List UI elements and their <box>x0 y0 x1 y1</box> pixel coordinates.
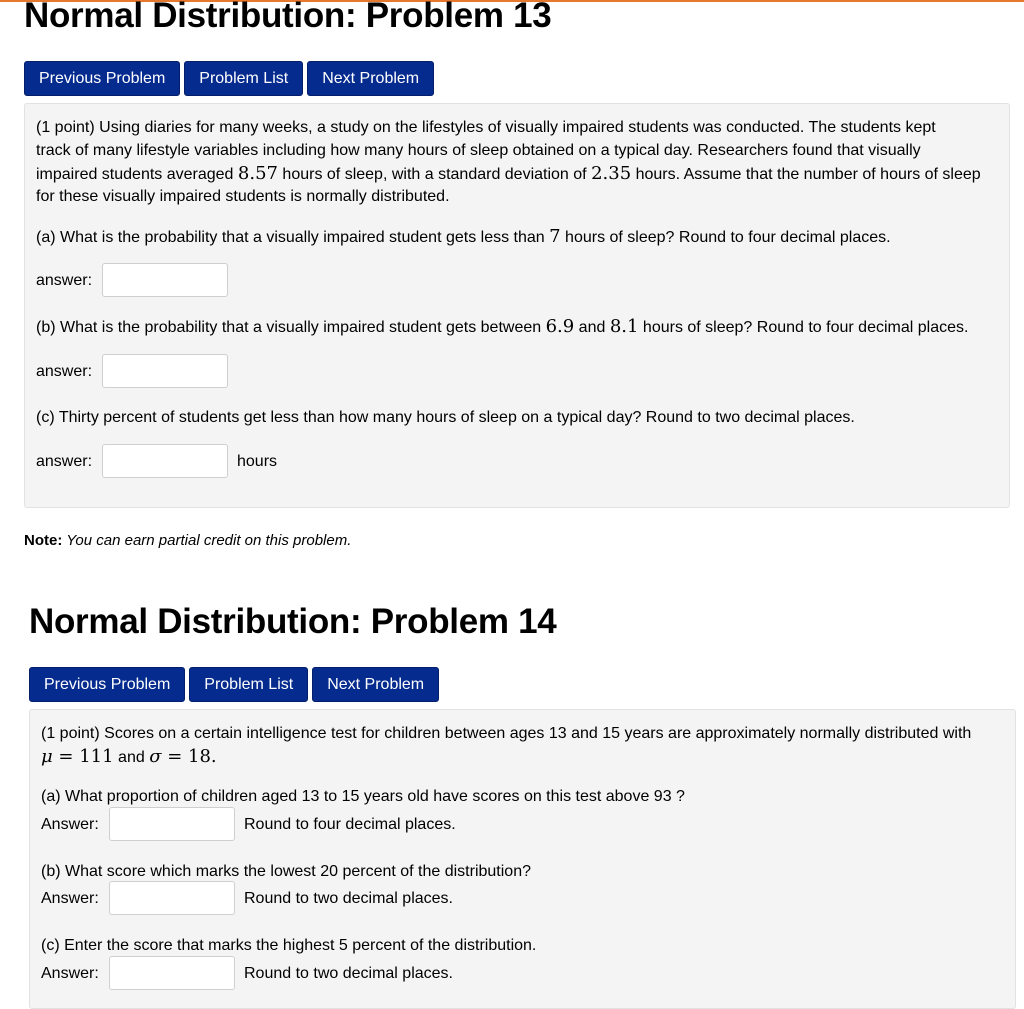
answer-b-label: answer: <box>36 363 93 380</box>
problem-14-answer-c-input[interactable] <box>109 956 235 990</box>
next-problem-button[interactable]: Next Problem <box>307 61 434 96</box>
problem-14-nav <box>29 667 439 702</box>
next-problem-button[interactable]: Next Problem <box>312 667 439 702</box>
problem-list-button[interactable]: Problem List <box>184 61 303 96</box>
problem-14-title: Normal Distribution: Problem 14 <box>29 602 557 641</box>
hours-unit-label: hours <box>237 453 278 470</box>
round-two-hint-b: Round to two decimal places. <box>244 890 453 907</box>
answer-a-label: answer: <box>36 272 93 289</box>
answer-c-label: Answer: <box>41 965 99 982</box>
previous-problem-button[interactable]: Previous Problem <box>29 667 185 702</box>
problem-14-question-b: (b) What score which marks the lowest 20 percent of the distribution? <box>41 863 531 880</box>
problem-13-question-a: (a) What is the probability that a visually impaired student gets less than 7 hours of sleep? Round to four decimal places. <box>36 226 891 247</box>
problem-list-button[interactable]: Problem List <box>189 667 308 702</box>
problem-13-nav <box>24 61 434 96</box>
standard-deviation-value: 2.35 <box>591 163 632 184</box>
mu-symbol: μ <box>41 746 53 767</box>
round-four-hint: Round to four decimal places. <box>244 816 456 833</box>
sigma-symbol: σ <box>149 746 162 767</box>
partial-credit-note: Note: You can earn partial credit on this problem. <box>24 532 352 549</box>
sigma-value: 18. <box>188 746 217 767</box>
problem-14-body <box>29 709 1016 1009</box>
problem-14-intro-line-2: μ = 111 and σ = 18. <box>41 746 217 767</box>
previous-problem-button[interactable]: Previous Problem <box>24 61 180 96</box>
answer-b-label: Answer: <box>41 890 99 907</box>
problem-14-answer-a-input[interactable] <box>109 807 235 841</box>
problem-13-intro-line-4: for these visually impaired students is normally distributed. <box>36 188 450 205</box>
problem-14-question-a: (a) What proportion of children aged 13 to 15 years old have scores on this test above 93 ? <box>41 788 685 805</box>
mu-value: 111 <box>79 746 114 767</box>
problem-13-title: Normal Distribution: Problem 13 <box>24 0 552 35</box>
problem-13-body <box>24 103 1010 508</box>
problem-13-answer-b-input[interactable] <box>102 354 228 388</box>
problem-13-intro-line-3: impaired students averaged 8.57 hours of sleep, with a standard deviation of 2.35 hours. Assume that the number of hours of sleep <box>36 163 981 184</box>
problem-13-question-c: (c) Thirty percent of students get less than how many hours of sleep on a typical day? Round to two decimal places. <box>36 409 855 426</box>
answer-a-label: Answer: <box>41 816 99 833</box>
problem-13-intro-line-1: (1 point) Using diaries for many weeks, a study on the lifestyles of visually impaired students was conducted. The students kept <box>36 119 936 136</box>
problem-14-question-c: (c) Enter the score that marks the highest 5 percent of the distribution. <box>41 937 537 954</box>
mean-value: 8.57 <box>237 163 278 184</box>
problem-13-intro-line-2: track of many lifestyle variables including how many hours of sleep obtained on a typical day. Researchers found that visually <box>36 142 921 159</box>
problem-14-intro-line-1: (1 point) Scores on a certain intelligence test for children between ages 13 and 15 years are approximately normally distributed with <box>41 725 972 742</box>
problem-13-question-b: (b) What is the probability that a visually impaired student gets between 6.9 and 8.1 hours of sleep? Round to four decimal places. <box>36 316 969 337</box>
answer-c-label: answer: <box>36 453 93 470</box>
round-two-hint-c: Round to two decimal places. <box>244 965 453 982</box>
problem-14-answer-b-input[interactable] <box>109 881 235 915</box>
problem-13-answer-c-input[interactable] <box>102 444 228 478</box>
problem-13-answer-a-input[interactable] <box>102 263 228 297</box>
